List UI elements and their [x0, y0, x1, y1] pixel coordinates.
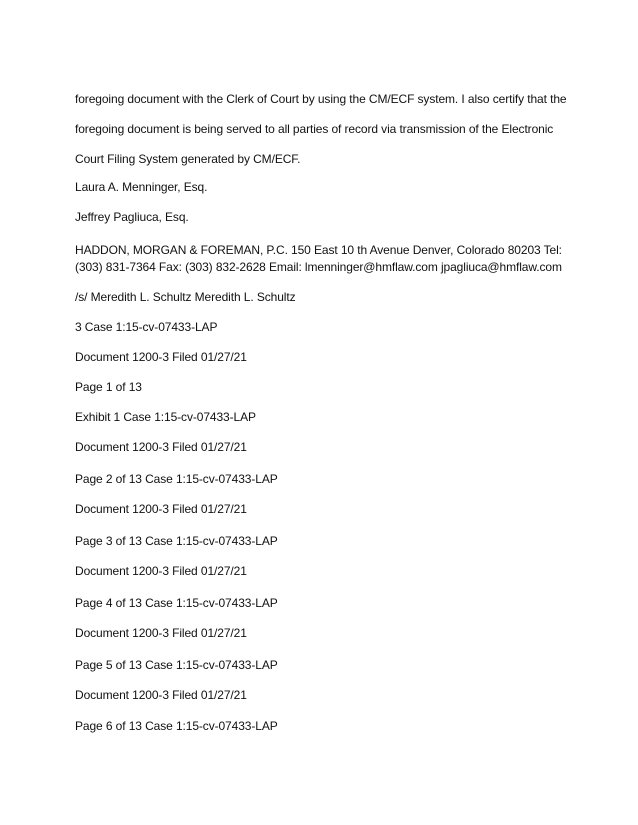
certificate-text-line-1: foregoing document with the Clerk of Court by using the CM/ECF system. I also certify that the	[75, 92, 567, 106]
case-reference-line: 3 Case 1:15-cv-07433-LAP	[75, 320, 218, 334]
document-filed-line: Document 1200-3 Filed 01/27/21	[75, 564, 247, 578]
document-filed-line: Document 1200-3 Filed 01/27/21	[75, 688, 247, 702]
document-filed-line: Document 1200-3 Filed 01/27/21	[75, 626, 247, 640]
document-filed-line: Document 1200-3 Filed 01/27/21	[75, 350, 247, 364]
certificate-text-line-2: foregoing document is being served to all parties of record via transmission of the Electronic	[75, 122, 554, 136]
page-case-line: Page 5 of 13 Case 1:15-cv-07433-LAP	[75, 658, 278, 672]
firm-address-block: HADDON, MORGAN & FOREMAN, P.C. 150 East 10 th Avenue Denver, Colorado 80203 Tel: (303) 831-7364 Fax: (303) 832-2628 Email: lmenninger@hmflaw.com jpagliuca@hmflaw.com	[75, 243, 562, 274]
attorney-name-pagliuca: Jeffrey Pagliuca, Esq.	[75, 210, 189, 224]
page-count-line: Page 1 of 13	[75, 380, 142, 394]
document-filed-line: Document 1200-3 Filed 01/27/21	[75, 502, 247, 516]
page-case-line: Page 3 of 13 Case 1:15-cv-07433-LAP	[75, 534, 278, 548]
page-case-line: Page 4 of 13 Case 1:15-cv-07433-LAP	[75, 596, 278, 610]
page-case-line: Page 6 of 13 Case 1:15-cv-07433-LAP	[75, 719, 278, 733]
signature-line: /s/ Meredith L. Schultz Meredith L. Schultz	[75, 290, 296, 304]
attorney-name-menninger: Laura A. Menninger, Esq.	[75, 180, 208, 194]
certificate-text-line-3: Court Filing System generated by CM/ECF.	[75, 152, 301, 166]
exhibit-case-line: Exhibit 1 Case 1:15-cv-07433-LAP	[75, 410, 256, 424]
document-filed-line: Document 1200-3 Filed 01/27/21	[75, 440, 247, 454]
page-case-line: Page 2 of 13 Case 1:15-cv-07433-LAP	[75, 472, 278, 486]
